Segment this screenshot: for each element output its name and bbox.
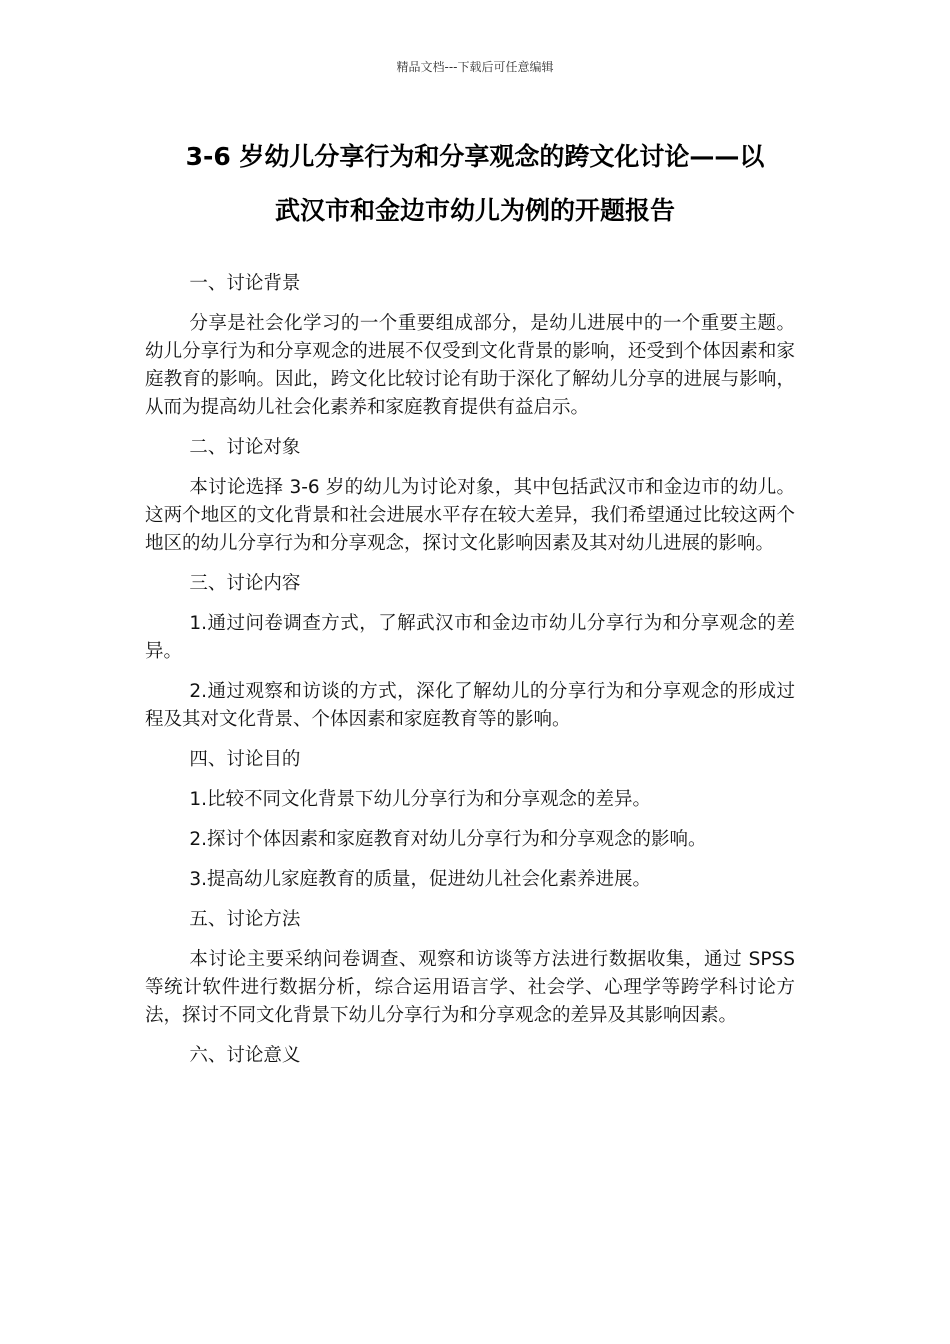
- header-note: 精品文档---下载后可任意编辑: [396, 60, 554, 74]
- body-paragraph: 3.提高幼儿家庭教育的质量，促进幼儿社会化素养进展。: [189, 869, 652, 890]
- body-paragraph: 1.比较不同文化背景下幼儿分享行为和分享观念的差异。: [189, 789, 652, 810]
- body-paragraph: 本讨论选择 3-6 岁的幼儿为讨论对象，其中包括武汉市和金边市的幼儿。这两个地区的文化背景和社会进展水平存在较大差异，我们希望通过比较这两个地区的幼儿分享行为和分享观念，探讨文化影响因素及其对幼儿进展的影响。: [145, 477, 795, 554]
- section-heading-objectives: 四、讨论目的: [189, 749, 301, 770]
- body-paragraph: 1.通过问卷调查方式，了解武汉市和金边市幼儿分享行为和分享观念的差异。: [145, 613, 795, 662]
- section-heading-content: 三、讨论内容: [189, 573, 301, 594]
- body-paragraph: 分享是社会化学习的一个重要组成部分，是幼儿进展中的一个重要主题。幼儿分享行为和分享观念的进展不仅受到文化背景的影响，还受到个体因素和家庭教育的影响。因此，跨文化比较讨论有助于深化了解幼儿分享的进展与影响，从而为提高幼儿社会化素养和家庭教育提供有益启示。: [145, 313, 795, 418]
- section-heading-significance: 六、讨论意义: [189, 1045, 301, 1066]
- title-line-2: 武汉市和金边市幼儿为例的开题报告: [274, 196, 675, 225]
- body-paragraph: 2.探讨个体因素和家庭教育对幼儿分享行为和分享观念的影响。: [189, 829, 707, 850]
- section-heading-background: 一、讨论背景: [189, 273, 301, 294]
- document-body: [145, 270, 795, 1082]
- section-heading-subjects: 二、讨论对象: [189, 437, 301, 458]
- document-title: [140, 130, 810, 238]
- body-paragraph: 本讨论主要采纳问卷调查、观察和访谈等方法进行数据收集，通过 SPSS 等统计软件进行数据分析，综合运用语言学、社会学、心理学等跨学科讨论方法，探讨不同文化背景下幼儿分享行为和分享观念的差异及其影响因素。: [145, 949, 795, 1026]
- body-paragraph: 2.通过观察和访谈的方式，深化了解幼儿的分享行为和分享观念的形成过程及其对文化背景、个体因素和家庭教育等的影响。: [145, 681, 795, 730]
- section-heading-methods: 五、讨论方法: [189, 909, 301, 930]
- title-line-1: 3-6 岁幼儿分享行为和分享观念的跨文化讨论——以: [185, 142, 765, 171]
